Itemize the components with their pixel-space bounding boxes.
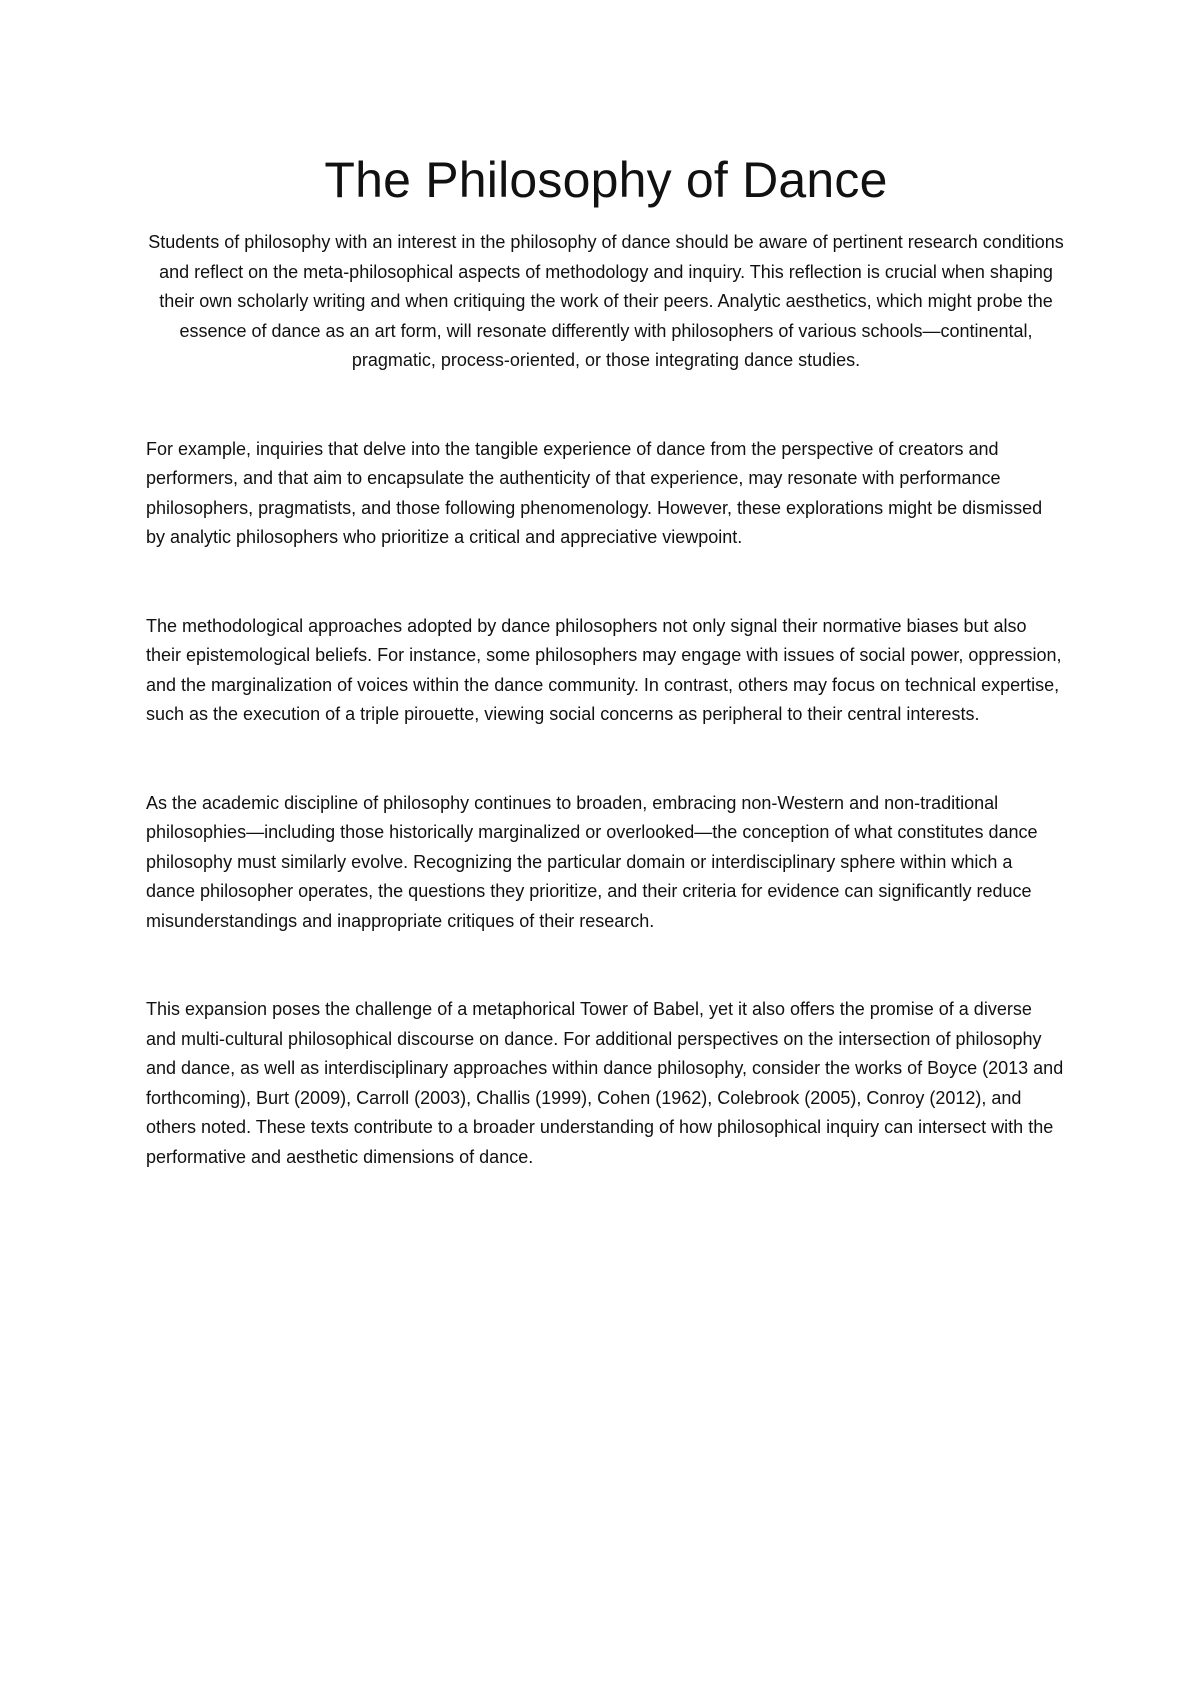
- paragraph-methodology: The methodological approaches adopted by dance philosophers not only signal their normative biases but also their epistemological beliefs. For instance, some philosophers may engage with issues of social power, oppression, and the marginalization of voices within the dance community. In contrast, others may focus on technical expertise, such as the execution of a triple pirouette, viewing social concerns as peripheral to their central interests.: [146, 615, 1062, 724]
- document-body: [146, 150, 1066, 1172]
- paragraph-example: For example, inquiries that delve into the tangible experience of dance from the perspective of creators and performers, and that aim to encapsulate the authenticity of that experience, may resonate with performance philosophers, pragmatists, and those following phenomenology. However, these explorations might be dismissed by analytic philosophers who prioritize a critical and appreciative viewpoint.: [146, 438, 1043, 547]
- paragraph-intro: Students of philosophy with an interest in the philosophy of dance should be aware of pertinent research conditions and reflect on the meta-philosophical aspects of methodology and inquiry. This reflection is crucial when shaping their own scholarly writing and when critiquing the work of their peers. Analytic aesthetics, which might probe the essence of dance as an art form, will resonate differently with philosophers of various schools—continental, pragmatic, process-oriented, or those integrating dance studies.: [148, 232, 1064, 370]
- paragraph-expansion: This expansion poses the challenge of a metaphorical Tower of Babel, yet it also offers the promise of a diverse and multi-cultural philosophical discourse on dance. For additional perspectives on the intersection of philosophy and dance, as well as interdisciplinary approaches within dance philosophy, consider the works of Boyce (2013 and forthcoming), Burt (2009), Carroll (2003), Challis (1999), Cohen (1962), Colebrook (2005), Conroy (2012), and others noted. These texts contribute to a broader understanding of how philosophical inquiry can intersect with the performative and aesthetic dimensions of dance.: [146, 999, 1064, 1167]
- paragraph-discipline: As the academic discipline of philosophy continues to broaden, embracing non-Western and non-traditional philosophies—including those historically marginalized or overlooked—the conception of what constitutes dance philosophy must similarly evolve. Recognizing the particular domain or interdisciplinary sphere within which a dance philosopher operates, the questions they prioritize, and their criteria for evidence can significantly reduce misunderstandings and inappropriate critiques of their research.: [146, 792, 1038, 931]
- document-title: The Philosophy of Dance: [324, 152, 888, 208]
